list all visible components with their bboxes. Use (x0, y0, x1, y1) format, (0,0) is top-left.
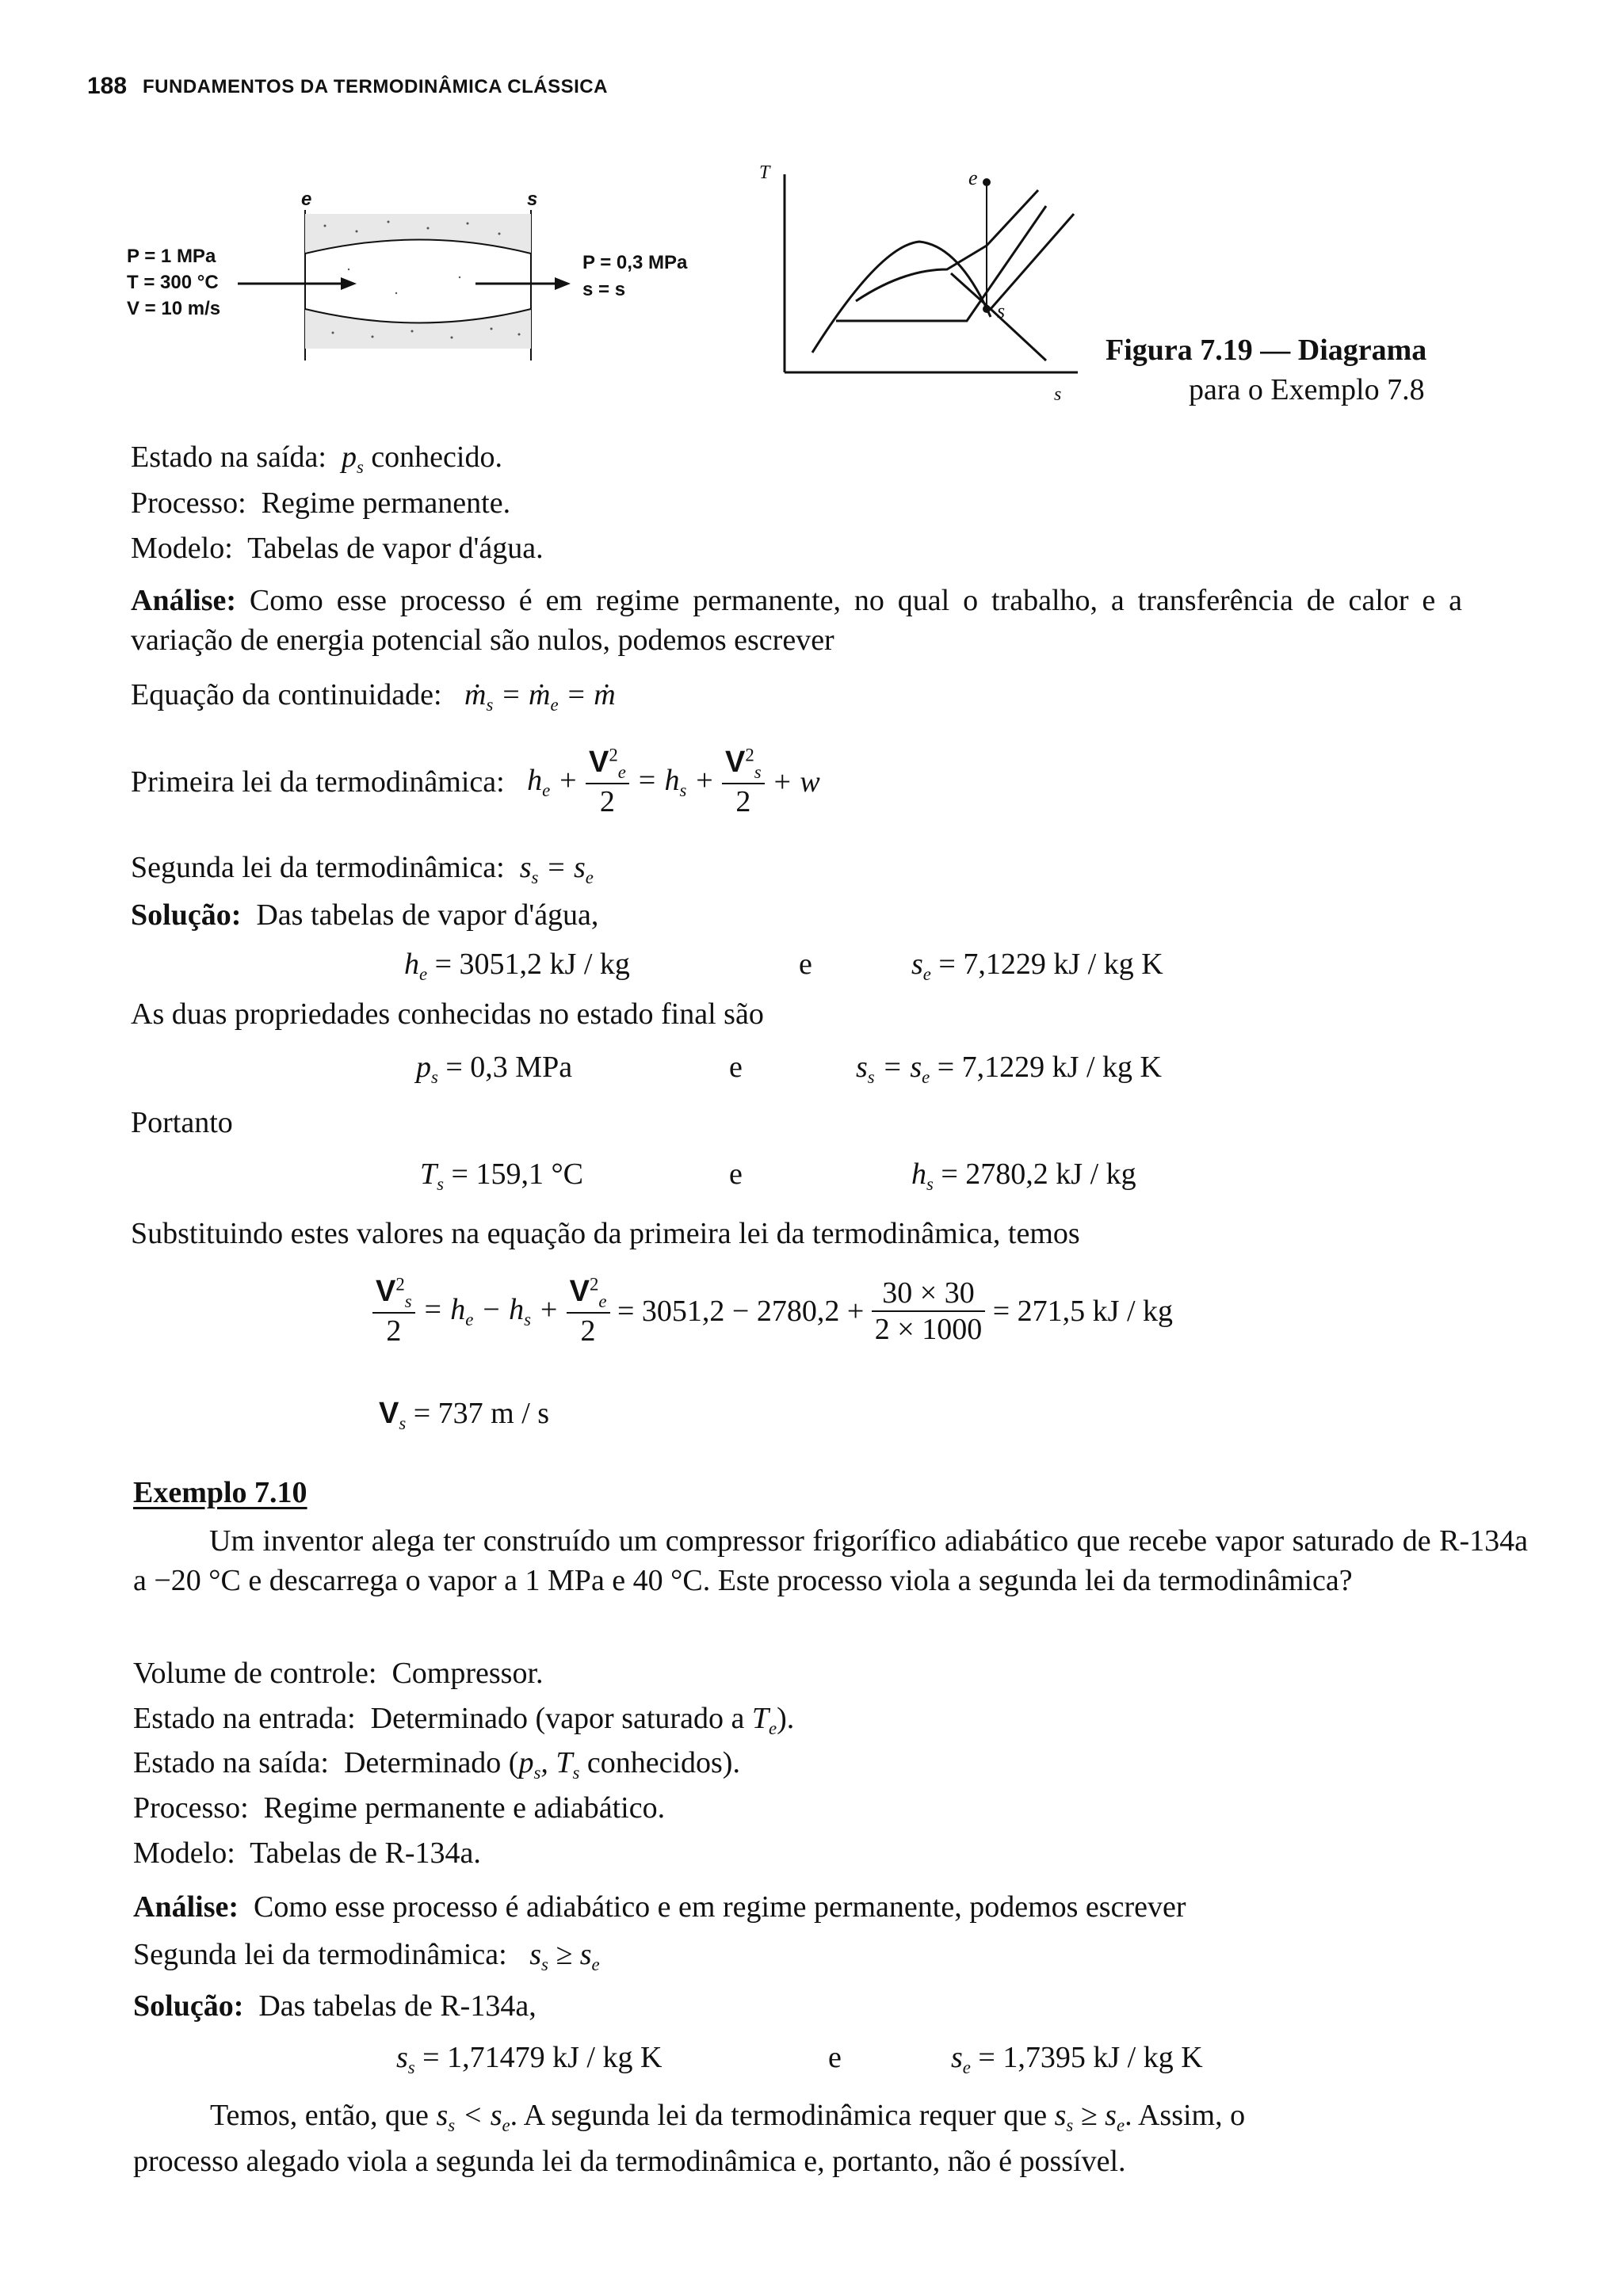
figure-caption-line2: para o Exemplo 7.8 (1189, 373, 1425, 406)
inlet-temperature: T = 300 °C (127, 272, 219, 293)
processo-line: Processo: Regime permanente. (131, 486, 511, 520)
ts-value: $T_s = 159,1$ °C (420, 1158, 583, 1194)
ss-value-710: $s_s = 1,71479$ kJ / kg K (396, 2041, 663, 2077)
state-e-point (983, 178, 991, 186)
e-connector-4: e (828, 2041, 842, 2074)
inlet-pressure: P = 1 MPa (127, 246, 216, 267)
s-axis-label: s (1054, 384, 1062, 405)
e-connector-2: e (729, 1051, 743, 1084)
section-label-e: e (301, 189, 312, 210)
volume-controle-line: Volume de controle: Compressor. (133, 1657, 544, 1690)
modelo-line-710: Modelo: Tabelas de R-134a. (133, 1836, 481, 1870)
estado-saida-line-710: Estado na saída: Determinado ($p_s$, $T_s$ conhecidos). (133, 1746, 740, 1783)
nozzle-diagram (127, 182, 761, 380)
se-value-710: $s_e = 1,7395$ kJ / kg K (951, 2041, 1203, 2077)
e-connector-3: e (729, 1158, 743, 1191)
inlet-velocity: V = 10 m/s (127, 298, 221, 319)
analise-paragraph: Análise: Como esse processo é em regime permanente, no qual o trabalho, a transferência de calor e a variação de energia potencial são nulos, podemos escrever (131, 584, 1463, 657)
conclusao-line-2: processo alegado viola a segunda lei da termodinâmica e, portanto, não é possível. (133, 2145, 1126, 2178)
portanto-line: Portanto (131, 1106, 233, 1139)
outlet-entropy: s = s (582, 279, 626, 300)
state-s-point (983, 305, 991, 313)
ss-value: $s_s = s_e = 7,1229$ kJ / kg K (856, 1051, 1162, 1087)
isobar-high (836, 206, 1046, 321)
vs-result: $V_s = 737$ m / s (379, 1397, 550, 1433)
solucao-line: Solução: Das tabelas de vapor d'água, (131, 898, 599, 932)
hs-value: $h_s = 2780,2$ kJ / kg (911, 1158, 1136, 1194)
t-axis-label: T (759, 162, 770, 183)
running-title: FUNDAMENTOS DA TERMODINÂMICA CLÁSSICA (143, 76, 608, 97)
modelo-line: Modelo: Tabelas de vapor d'água. (131, 532, 544, 565)
page-number: 188 (87, 73, 128, 99)
section-label-s: s (527, 189, 538, 210)
figure-caption-line1: Figura 7.19 — Diagrama (1106, 334, 1427, 367)
se-value: $s_e = 7,1229$ kJ / kg K (911, 948, 1163, 984)
processo-line-710: Processo: Regime permanente e adiabático. (133, 1791, 666, 1825)
analise-line-710: Análise: Como esse processo é adiabático e em regime permanente, podemos escrever (133, 1890, 1186, 1924)
primeira-lei-line: Primeira lei da termodinâmica: $h_e$ + $\frac{V^2_e}{2}$ = $h_s$ + $\frac{V^2_s}{2}$ + w (131, 745, 820, 818)
estado-saida-line: Estado na saída: $p_s$ conhecido. (131, 441, 502, 477)
conclusao-line-1: Temos, então, que $s_s < s_e$. A segunda lei da termodinâmica requer que $s_s \ge s_e$. Assim, o (210, 2099, 1246, 2135)
duas-propriedades-line: As duas propriedades conhecidas no estado final são (131, 997, 764, 1031)
point-e-label: e (968, 166, 978, 189)
inlet-arrow (341, 277, 357, 290)
segunda-lei-line-710: Segunda lei da termodinâmica: $s_s \ge s_e$ (133, 1938, 600, 1974)
ts-diagram (761, 158, 1094, 396)
nozzle-figure (127, 182, 761, 380)
point-s-label: s (997, 299, 1006, 322)
estado-entrada-line: Estado na entrada: Determinado (vapor saturado a $T_e$). (133, 1702, 795, 1738)
ts-diagram-figure (761, 158, 1094, 396)
he-value: $h_e = 3051,2$ kJ / kg (404, 948, 630, 984)
outlet-arrow (555, 277, 571, 290)
segunda-lei-line: Segunda lei da termodinâmica: $s_s = s_e$ (131, 851, 594, 887)
velocity-calculation: $\frac{V^2_s}{2}$ = $h_e - h_s$ + $\frac{V^2_e}{2}$ = 3051,2 − 2780,2 + $\frac{30 \times 30}{2 \times 1000}$ = 271,5 kJ / kg (372, 1274, 1173, 1348)
solucao-line-710: Solução: Das tabelas de R-134a, (133, 1989, 537, 2023)
outlet-pressure: P = 0,3 MPa (582, 252, 688, 273)
ps-value: $p_s = 0,3$ MPa (416, 1051, 573, 1087)
substituindo-line: Substituindo estes valores na equação da primeira lei da termodinâmica, temos (131, 1217, 1080, 1250)
continuidade-line: Equação da continuidade: ṁ$_s$ = ṁ$_e$ = ṁ (131, 678, 616, 715)
e-connector-1: e (799, 948, 812, 981)
example-7-10-intro: Um inventor alega ter construído um compressor frigorífico adiabático que recebe vapor saturado de R-134a a −20 °C e descarrega o vapor a 1 MPa e 40 °C. Este processo viola a segunda lei da termodinâmica? (133, 1524, 1528, 1597)
example-7-10-title: Exemplo 7.10 (133, 1476, 307, 1509)
